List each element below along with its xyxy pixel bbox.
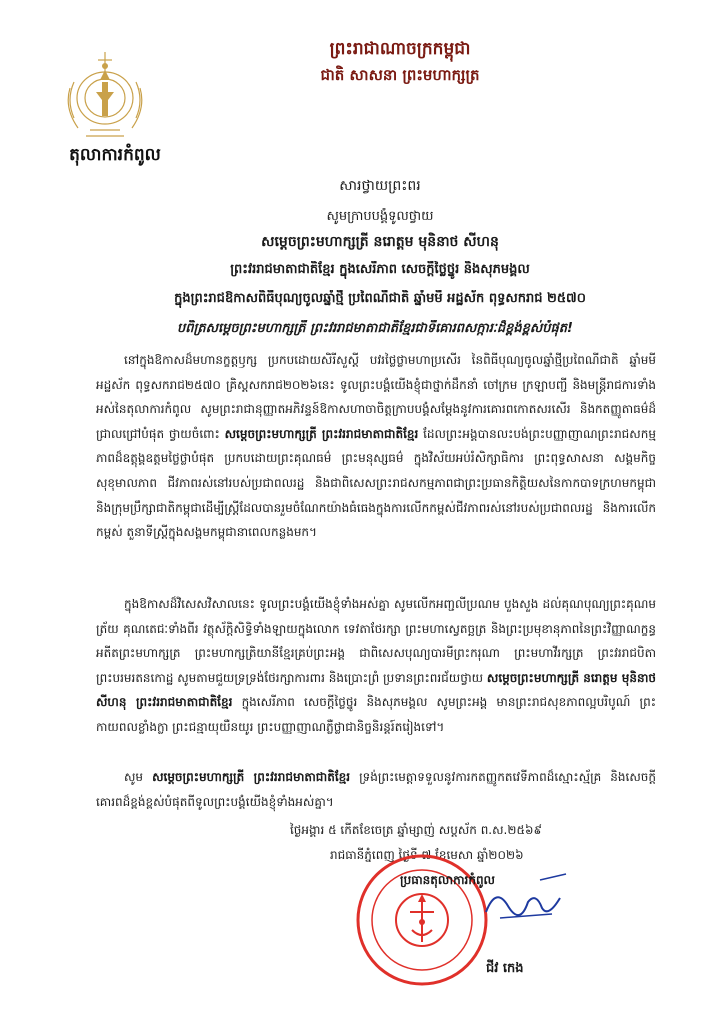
addressee-name: សម្តេចព្រះមហាក្សត្រី នរោត្តម មុនិនាថ សីហនុ <box>261 234 499 250</box>
address-line: សូមក្រាបបង្គំទូលថ្វាយ <box>326 209 434 224</box>
p2-bold: សម្តេចព្រះមហាក្សត្រី នរោត្តម មុនិនាថ សីហនុ ព្រះវររាជមាតាជាតិខ្មែរ <box>96 670 656 710</box>
body-paragraph-3 <box>96 765 656 814</box>
p2-text: ក្នុងឱកាសដ៏វិសេសវិសាលនេះ ទូលព្រះបង្គំយើងខ្ញុំទាំងអស់គ្នា សូមលើកអញ្ជលីប្រណម បួងសួង ដល់គុណបុណ្យព្រះគុណមត្រ័យ គុណតេជៈទាំងពីរ វត្ថុស័ក្តិសិទ្ធិទាំងឡាយក្នុងលោក ទេវតាថែរក្សា ព្រះមហាស្វេតច្ឆត្រ និងព្រះប្រមុខានុភាពនៃព្រះវិញ្ញាណក្ខន្ធអតីតព្រះមហាក្សត្រ ព្រះមហាក្សត្រិយានីខ្មែរគ្រប់ព្រះអង្គ ជាពិសេសបុណ្យបារមីព្រះករុណា ព្រះមហាវីរក្សត្រ ព្រះវររាជបិតា ព្រះបរមរតនកោដ្ឋ សូមតាមជួយទ្រទ្រង់ថែរក្សាការពារ និងប្រោះព្រំ ប្រទានព្រះពរជ័យថ្វាយ <box>96 597 656 685</box>
royal-emblem-icon <box>60 48 150 140</box>
p1-rest: ដែលព្រះអង្គបានលះបង់ព្រះបញ្ញាញាណព្រះរាជសកម្មភាពដ៏ឧត្តុង្គឧត្តមថ្លៃថ្លាបំផុត ប្រកបដោយព្រះគុណធម៌ ព្រះមនុស្សធម៌ ក្នុងវិស័យអប់រំសិក្សាធិការ ព្រះពុទ្ធសាសនា សង្គមកិច្ច សុខុមាលភាព ជីវភាពរស់នៅរបស់ប្រជាពលរដ្ឋ និងជាពិសេសព្រះរាជសកម្មភាពជាព្រះប្រធានកិត្តិយសនៃកាកបាទក្រហមកម្ពុជា និងក្រុមប្រឹក្សាជាតិកម្ពុជាដើម្បីស្ត្រីដែលបានរួមចំណែកយ៉ាងធំធេងក្នុងការលើកកម្ពស់ជីវភាពរស់នៅរបស់ប្រជាពលរដ្ឋ និងការលើកកម្ពស់ តួនាទីស្ត្រីក្នុងសង្គមកម្ពុជានាពេលកន្លងមក។ <box>96 426 656 540</box>
official-seal-icon <box>352 850 492 990</box>
p3-bold: សម្តេចព្រះមហាក្សត្រី ព្រះវររាជមាតាជាតិខ្មែរ <box>152 770 351 784</box>
body-paragraph-2 <box>96 592 656 740</box>
p1-text: នៅក្នុងឱកាសដ៏មហានក្ខត្តឫក្ស ប្រកបដោយសិរីសួស្តី បវរថ្លៃថ្លាមហាប្រសើរ នៃពិធីបុណ្យចូលឆ្នាំថ្មីប្រពៃណីជាតិ ឆ្នាំមមី អដ្ឋស័ក ពុទ្ធសករាជ២៥៧០ គ្រិស្តសករាជ២០២៦នេះ ទូលព្រះបង្គំយើងខ្ញុំជាថ្នាក់ដឹកនាំ ចៅក្រម ក្រឡាបញ្ជី និងមន្ត្រីរាជការទាំងអស់នៃតុលាការកំពូល សូមព្រះរាជានុញ្ញាតអភិវន្ទន៍ឱកាសហាចាចិត្តក្រាបបង្គំសម្តែងនូវការគោរពកោតសរសើរ និងកតញ្ញូតាធម៌ដ៏ជ្រាលជ្រៅបំផុត ថ្វាយចំពោះ <box>96 353 656 441</box>
p3-start: សូម <box>124 770 144 784</box>
solar-date: រាជធានីភ្នំពេញ ថ្ងៃទី ៧ ខែមេសា ឆ្នាំ២០២៦ <box>330 848 524 862</box>
body-paragraph-1 <box>96 348 656 545</box>
occasion-line: ក្នុងព្រះរាជឱកាសពិធីបុណ្យចូលឆ្នាំថ្មី ប្រពៃណីជាតិ ឆ្នាំមមី អដ្ឋស័ក ពុទ្ធសករាជ ២៥៧០ <box>174 291 586 306</box>
signature-icon <box>480 872 570 932</box>
kingdom-title: ព្រះរាជាណាចក្រកម្ពុជា <box>329 39 471 59</box>
signer-name: ជីវ កេង <box>486 961 524 976</box>
lunar-date: ថ្ងៃអង្គារ ៥ កើតខែចេត្រ ឆ្នាំម្សាញ់ សប្តស័ក ព.ស.២៥៦៩ <box>290 823 542 837</box>
institution-name: តុលាការកំពូល <box>69 145 161 165</box>
p3-rest: ទ្រង់ព្រះមេត្តាទទួលនូវការកតញ្ញូកតវេទីភាពដ៏ស្មោះស្ម័គ្រ និងសេចក្តីគោរពដ៏ខ្ពង់ខ្ពស់បំផុតពីទូលព្រះបង្គំយើងខ្ញុំទាំងអស់គ្នា។ <box>96 770 656 809</box>
addressee-title: ព្រះវររាជមាតាជាតិខ្មែរ ក្នុងសេរីភាព សេចក្តីថ្លៃថ្នូរ និងសុភមង្គល <box>230 262 530 277</box>
salutation: បពិត្រសម្តេចព្រះមហាក្សត្រី ព្រះវររាជមាតាជាតិខ្មែរជាទីគោរពសក្ការៈដ៏ខ្ពង់ខ្ពស់បំផុត! <box>177 321 573 336</box>
letter-title: សារថ្វាយព្រះពរ <box>339 178 421 194</box>
p2-rest: ក្នុងសេរីភាព សេចក្តីថ្លៃថ្នូរ និងសុភមង្គល សូមព្រះអង្គ មានព្រះរាជសុខភាពល្អបរិបូណ៍ ព្រះកាយពលខ្លាំងក្លា ព្រះជន្មាយុយឺនយូរ ព្រះបញ្ញាញាណភ្លឺថ្លាជានិច្ចនិរន្តរ៍តរៀងទៅ។ <box>96 695 656 734</box>
signer-title: ប្រធានតុលាការកំពូល <box>400 873 495 887</box>
national-motto: ជាតិ សាសនា ព្រះមហាក្សត្រ <box>320 66 480 84</box>
p1-bold: សម្តេចព្រះមហាក្សត្រី ព្រះវររាជមាតាជាតិខ្មែរ <box>224 426 419 441</box>
